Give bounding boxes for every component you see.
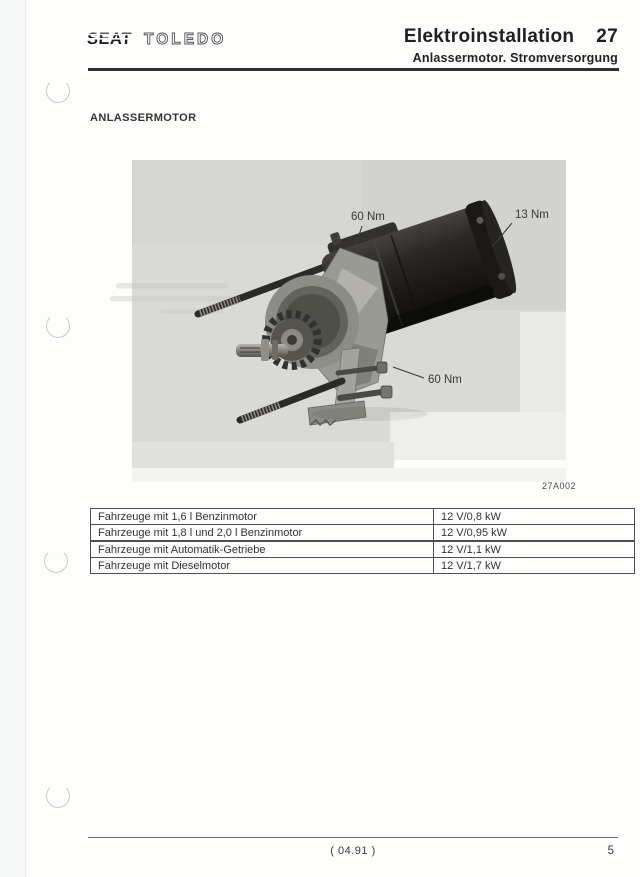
section-heading: ANLASSERMOTOR (90, 112, 197, 124)
spec-value: 12 V/1,7 kW (434, 558, 635, 574)
seat-logo-text: SEAT (86, 29, 133, 48)
header-rule (88, 68, 619, 71)
starter-spec-table (90, 508, 635, 574)
punch-hole (44, 549, 68, 573)
annotation-label: 60 Nm (428, 374, 462, 386)
spec-value: 12 V/1,1 kW (434, 541, 635, 558)
chapter-number: 27 (596, 26, 618, 47)
edition-date: ( 04.91 ) (330, 845, 376, 857)
header-subtitle: Anlassermotor. Stromversorgung (412, 51, 618, 65)
table-row (91, 525, 635, 542)
toledo-logo-text: TOLEDO (144, 31, 227, 48)
shadow (312, 407, 428, 421)
scan-edge-strip (0, 0, 26, 877)
annotation-label: 13 Nm (515, 209, 549, 221)
table-row (91, 558, 635, 574)
header-title-row (404, 26, 618, 48)
punch-hole (46, 79, 70, 103)
spec-value: 12 V/0,8 kW (434, 509, 635, 525)
figure-code: 27A002 (542, 481, 577, 491)
page-number: 5 (607, 845, 614, 857)
table-row (91, 509, 635, 525)
header-title: Elektroinstallation (403, 26, 575, 47)
annotation-label: 60 Nm (351, 211, 385, 223)
scan-edge-line (25, 0, 26, 877)
punch-hole (46, 314, 70, 338)
header (404, 26, 618, 65)
spec-description: Fahrzeuge mit Automatik-Getriebe (91, 541, 434, 558)
punch-hole (46, 784, 70, 808)
spec-description: Fahrzeuge mit Dieselmotor (91, 558, 434, 574)
footer-rule (88, 837, 618, 838)
table-row (91, 541, 635, 558)
starter-motor-figure (90, 150, 590, 500)
brand-logo (86, 26, 286, 52)
spec-value: 12 V/0,95 kW (434, 525, 635, 542)
spec-description: Fahrzeuge mit 1,6 l Benzinmotor (91, 509, 434, 525)
spec-description: Fahrzeuge mit 1,8 l und 2,0 l Benzinmotor (91, 525, 434, 542)
